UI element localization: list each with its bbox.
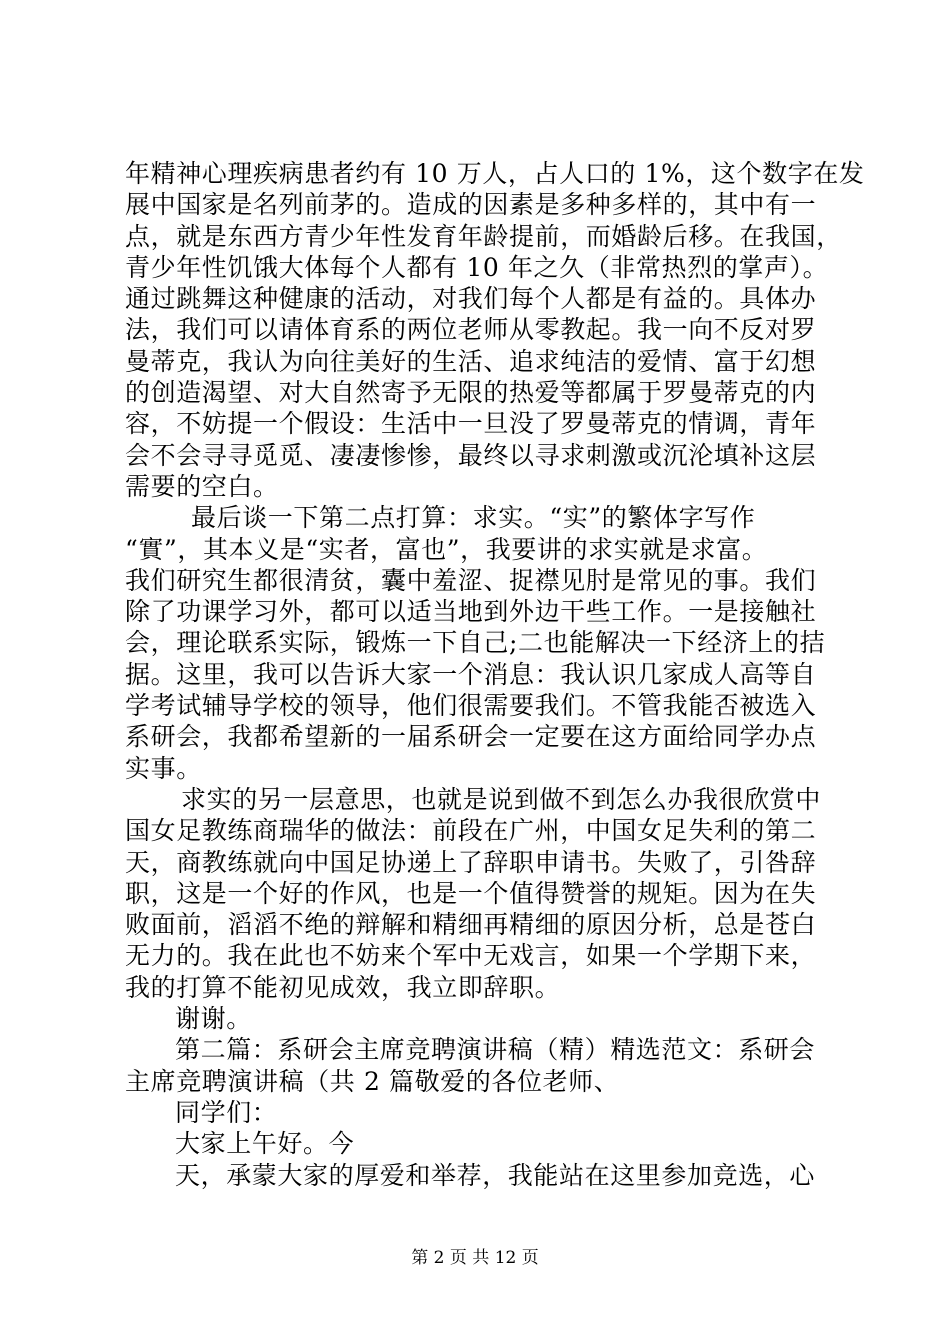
text-line: 青少年性饥饿大体每个人都有 10 年之久（非常热烈的掌声）。 xyxy=(125,252,829,282)
text-line: 职，这是一个好的作风，也是一个值得赞誉的规矩。因为在失 xyxy=(125,878,817,908)
text-line: 曼蒂克，我认为向往美好的生活、追求纯洁的爱情、富于幻想 xyxy=(125,346,817,376)
text-line: 我们研究生都很清贫，囊中羞涩、捉襟见肘是常见的事。我们 xyxy=(125,565,817,595)
page-number-footer: 第 2 页 共 12 页 xyxy=(411,1248,539,1268)
text-line: 系研会，我都希望新的一届系研会一定要在这方面给同学办点 xyxy=(125,722,817,752)
text-line: 的创造渴望、对大自然寄予无限的热爱等都属于罗曼蒂克的内 xyxy=(125,378,817,408)
text-line: “實”，其本义是“实者，富也”，我要讲的求实就是求富。 xyxy=(125,534,768,564)
paragraph-start-line: 大家上午好。今 xyxy=(175,1129,355,1159)
paragraph-start-line: 求实的另一层意思，也就是说到做不到怎么办我很欣赏中 xyxy=(181,784,822,814)
paragraph-start-line: 天，承蒙大家的厚爱和举荐，我能站在这里参加竞选，心 xyxy=(175,1160,816,1190)
text-line: 会不会寻寻觅觅、凄凄惨惨，最终以寻求刺激或沉沦填补这层 xyxy=(125,440,817,470)
text-line: 据。这里，我可以告诉大家一个消息：我认识几家成人高等自 xyxy=(125,659,817,689)
paragraph-start-line: 第二篇：系研会主席竞聘演讲稿（精）精选范文：系研会 xyxy=(175,1035,816,1065)
paragraph-start-line: 最后谈一下第二点打算：求实。“实”的繁体字写作 xyxy=(191,503,756,533)
text-line: 无力的。我在此也不妨来个军中无戏言，如果一个学期下来， xyxy=(125,941,817,971)
text-line: 通过跳舞这种健康的活动，对我们每个人都是有益的。具体办 xyxy=(125,284,817,314)
text-line: 主席竞聘演讲稿（共 2 篇敬爱的各位老师、 xyxy=(125,1066,620,1096)
text-line: 败面前，滔滔不绝的辩解和精细再精细的原因分析，总是苍白 xyxy=(125,910,817,940)
text-line: 需要的空白。 xyxy=(125,471,279,501)
text-line: 天，商教练就向中国足协递上了辞职申请书。失败了，引咎辞 xyxy=(125,847,817,877)
text-line: 点，就是东西方青少年性发育年龄提前，而婚龄后移。在我国， xyxy=(125,221,842,251)
paragraph-start-line: 谢谢。 xyxy=(175,1004,252,1034)
text-line: 年精神心理疾病患者约有 10 万人，占人口的 1%，这个数字在发 xyxy=(125,159,865,188)
text-line: 法，我们可以请体育系的两位老师从零教起。我一向不反对罗 xyxy=(125,315,817,345)
text-line: 我的打算不能初见成效，我立即辞职。 xyxy=(125,972,561,1002)
paragraph-start-line: 同学们： xyxy=(175,1097,278,1127)
text-line: 容，不妨提一个假设：生活中一旦没了罗曼蒂克的情调，青年 xyxy=(125,409,817,439)
text-line: 除了功课学习外，都可以适当地到外边干些工作。一是接触社 xyxy=(125,597,817,627)
text-line: 展中国家是名列前茅的。造成的因素是多种多样的，其中有一 xyxy=(125,190,817,220)
text-line: 学考试辅导学校的领导，他们很需要我们。不管我能否被选入 xyxy=(125,691,817,721)
text-line: 实事。 xyxy=(125,753,202,783)
text-line: 会，理论联系实际，锻炼一下自己;二也能解决一下经济上的拮 xyxy=(125,628,826,658)
text-line: 国女足教练商瑞华的做法：前段在广州，中国女足失利的第二 xyxy=(125,816,817,846)
body-text xyxy=(125,158,865,1191)
